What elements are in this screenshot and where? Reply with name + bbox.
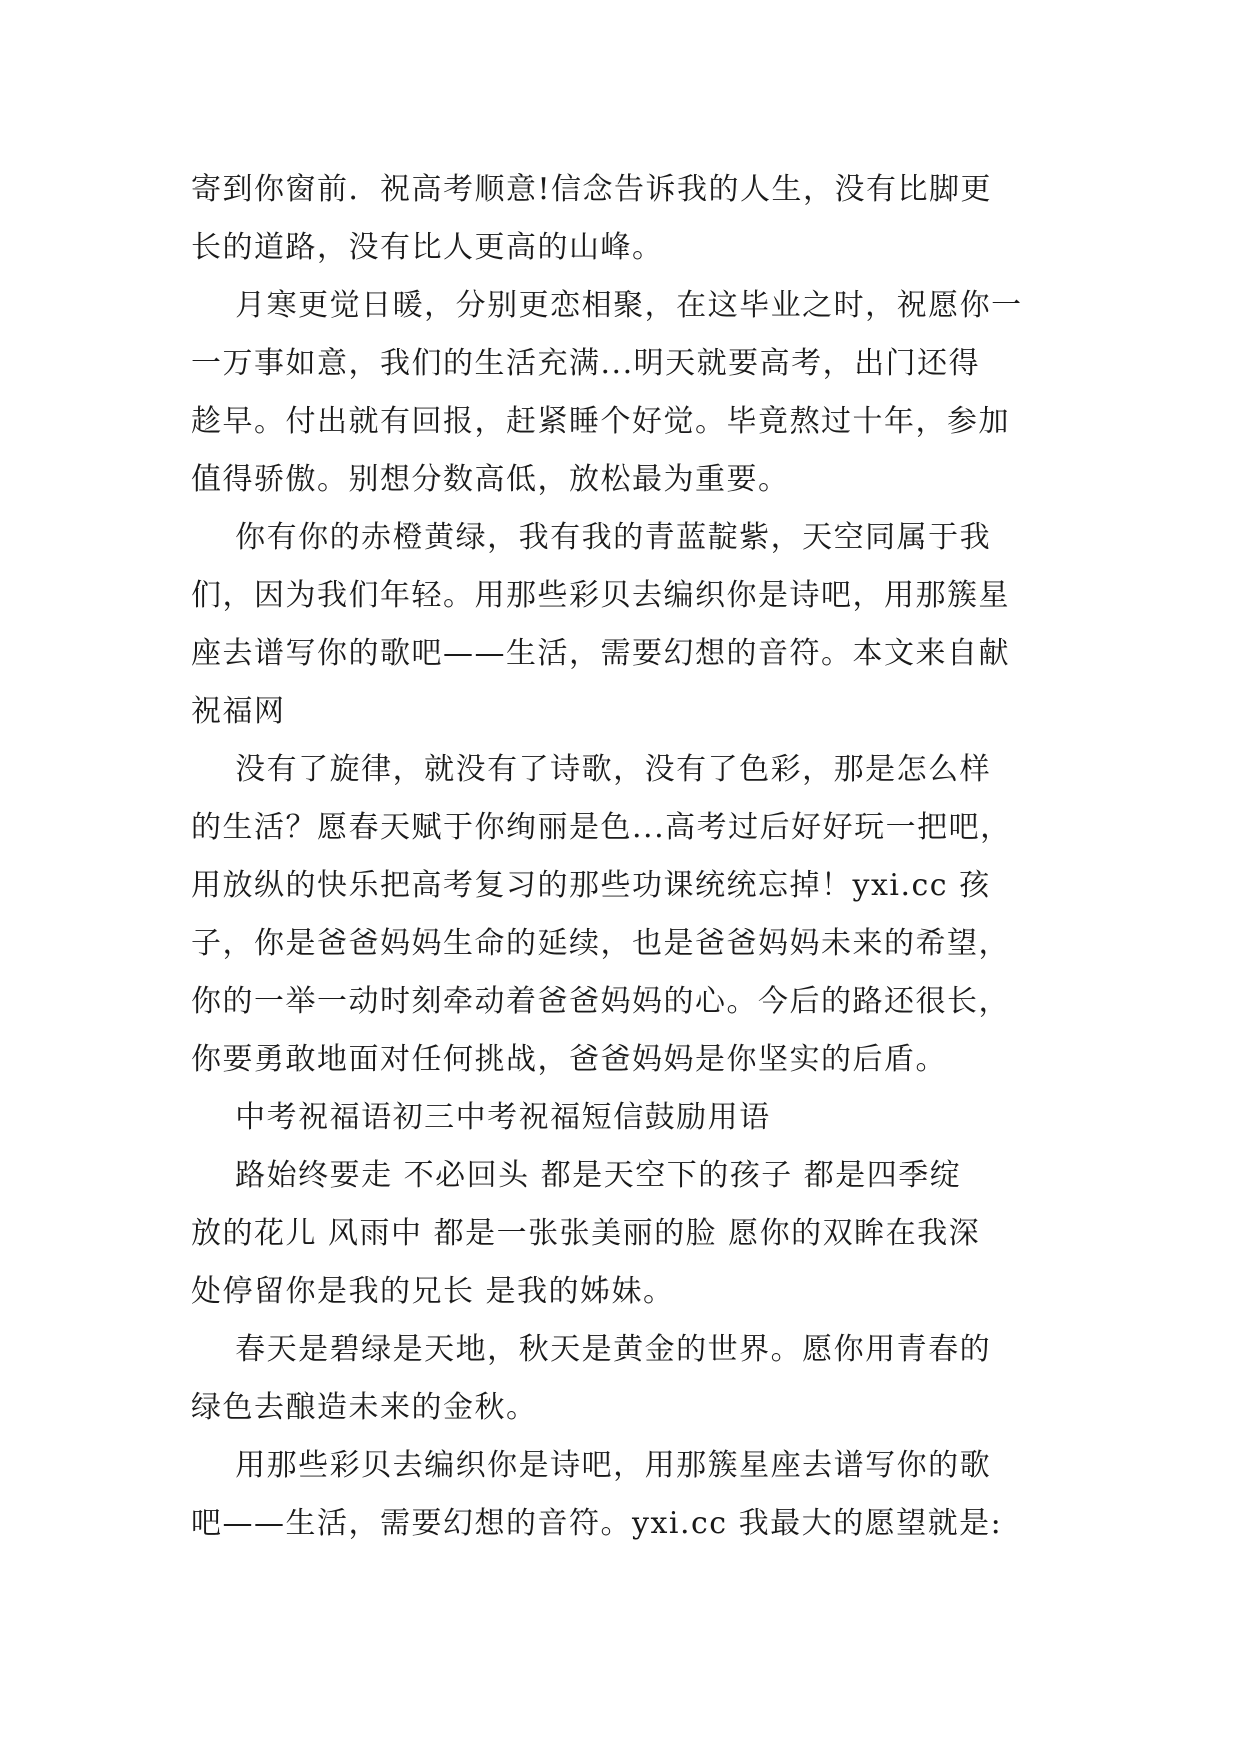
text-line: 月寒更觉日暖，分别更恋相聚，在这毕业之时，祝愿你一 [191, 288, 1023, 323]
text-line: 们，因为我们年轻。用那些彩贝去编织你是诗吧，用那簇星 [191, 578, 1010, 613]
text-line: 值得骄傲。别想分数高低，放松最为重要。 [191, 462, 790, 497]
text-line: 你的一举一动时刻牵动着爸爸妈妈的心。今后的路还很长， [191, 984, 1010, 1019]
text-line: 春天是碧绿是天地，秋天是黄金的世界。愿你用青春的 [191, 1332, 992, 1367]
text-line: 用那些彩贝去编织你是诗吧，用那簇星座去谱写你的歌 [191, 1448, 992, 1483]
text-line: 你要勇敢地面对任何挑战，爸爸妈妈是你坚实的后盾。 [191, 1042, 947, 1077]
text-line: 你有你的赤橙黄绿，我有我的青蓝靛紫，天空同属于我 [191, 520, 992, 555]
text-line: 路始终要走 不必回头 都是天空下的孩子 都是四季绽 [191, 1158, 962, 1193]
text-line: 一万事如意，我们的生活充满...明天就要高考，出门还得 [191, 346, 981, 381]
text-line: 放的花儿 风雨中 都是一张张美丽的脸 愿你的双眸在我深 [191, 1216, 981, 1251]
text-line: 寄到你窗前．祝高考顺意!信念告诉我的人生，没有比脚更 [191, 172, 993, 207]
text-line: 趁早。付出就有回报，赶紧睡个好觉。毕竟熬过十年，参加 [191, 404, 1010, 439]
text-line: 处停留你是我的兄长 是我的姊妹。 [191, 1274, 675, 1309]
text-line: 中考祝福语初三中考祝福短信鼓励用语 [191, 1100, 771, 1135]
document-body [191, 161, 1051, 1553]
text-line: 祝福网 [191, 694, 286, 729]
text-line: 绿色去酿造未来的金秋。 [191, 1390, 538, 1425]
text-line: 没有了旋律，就没有了诗歌，没有了色彩，那是怎么样 [191, 752, 992, 787]
text-line: 长的道路，没有比人更高的山峰。 [191, 230, 664, 265]
text-line: 座去谱写你的歌吧——生活，需要幻想的音符。本文来自献 [191, 636, 1010, 671]
text-line: 的生活？愿春天赋于你绚丽是色...高考过后好好玩一把吧， [191, 810, 1012, 845]
text-line: 用放纵的快乐把高考复习的那些功课统统忘掉！yxi.cc 孩 [191, 868, 991, 903]
text-line: 子，你是爸爸妈妈生命的延续，也是爸爸妈妈未来的希望， [191, 926, 1010, 961]
text-line: 吧——生活，需要幻想的音符。yxi.cc 我最大的愿望就是: [191, 1506, 1003, 1541]
